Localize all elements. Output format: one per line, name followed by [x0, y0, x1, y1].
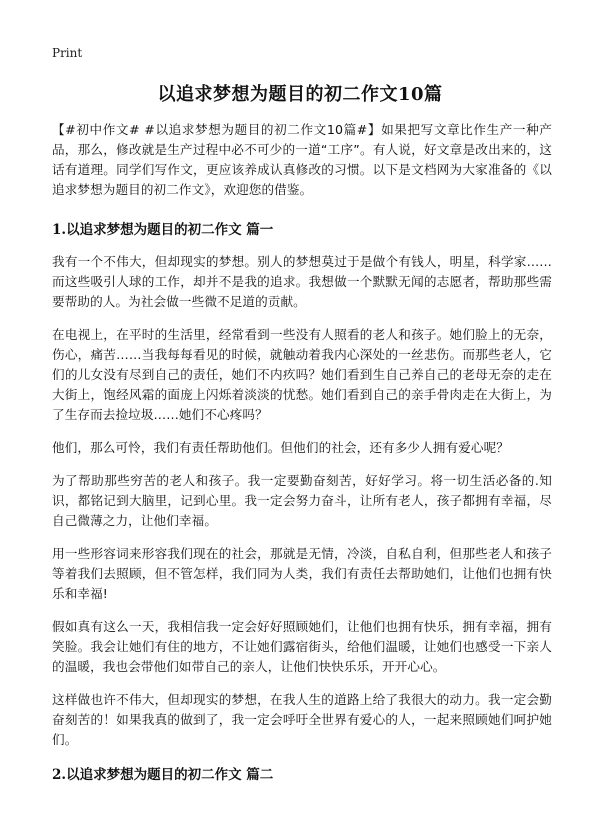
paragraph-6: 假如真有这么一天，我相信我一定会好好照顾她们，让他们也拥有快乐，拥有幸福，拥有笑脸。我会让她们有住的地方，不让她们露宿街头，给他们温暖，让她们也感受一下亲人的温暖，我也会带他们如带自己的亲人，让他们快快乐乐，开开心心。 — [52, 619, 552, 674]
paragraph-4: 为了帮助那些穷苦的老人和孩子。我一定要勤奋刻苦，好好学习。将一切生活必备的.知识，都铭记到大脑里，记到心里。我一定会努力奋斗，让所有老人，孩子都拥有幸福，尽自己微薄之力，让他们幸福。 — [52, 473, 552, 528]
document-body — [52, 120, 552, 797]
section-heading-2: 2.以追求梦想为题目的初二作文 篇二 — [52, 767, 274, 783]
paragraph-3: 他们，那么可怜，我们有责任帮助他们。但他们的社会，还有多少人拥有爱心呢？ — [52, 440, 509, 455]
paragraph-1: 我有一个不伟大，但却现实的梦想。别人的梦想莫过于是做个有钱人，明星，科学家……而这些吸引人球的工作，却并不是我的追求。我想做一个默默无闻的志愿者，帮助那些需要帮助的人。为社会做一些微不足道的贡献。 — [52, 254, 552, 309]
paragraph-2: 在电视上，在平时的生活里，经常看到一些没有人照看的老人和孩子。她们脸上的无奈，伤心，痛苦……当我每每看见的时候，就触动着我内心深处的一丝悲伤。而那些老人，它们的儿女没有尽到自己的责任，她们不内疚吗？她们看到生自己养自己的老母无奈的走在大街上，饱经风霜的面庞上闪烁着淡淡的忧愁。她们看到自己的亲手骨肉走在大街上，为了生存而去捡垃圾……她们不心疼吗？ — [52, 327, 552, 422]
paragraph-5: 用一些形容词来形容我们现在的社会，那就是无情，冷淡，自私自利，但那些老人和孩子等着我们去照顾，但不管怎样，我们同为人类，我们有责任去帮助她们，让他们也拥有快乐和幸福! — [52, 546, 552, 601]
paragraph-7: 这样做也许不伟大，但却现实的梦想，在我人生的道路上给了我很大的动力。我一定会勤奋刻苦的！如果我真的做到了，我一定会呼吁全世界有爱心的人，一起来照顾她们呵护她们。 — [52, 692, 552, 747]
print-link[interactable]: Print — [52, 46, 83, 60]
intro-paragraph: 【#初中作文# #以追求梦想为题目的初二作文10篇#】如果把写文章比作生产一种产品，那么，修改就是生产过程中必不可少的一道“工序”。有人说，好文章是改出来的，这话有道理。同学们写作文，更应该养成认真修改的习惯。以下是文档网为大家准备的《以追求梦想为题目的初二作文》，欢迎您的借鉴。 — [52, 122, 552, 197]
section-heading-1: 1.以追求梦想为题目的初二作文 篇一 — [52, 222, 274, 238]
document-title: 以追求梦想为题目的初二作文10篇 — [157, 84, 443, 105]
